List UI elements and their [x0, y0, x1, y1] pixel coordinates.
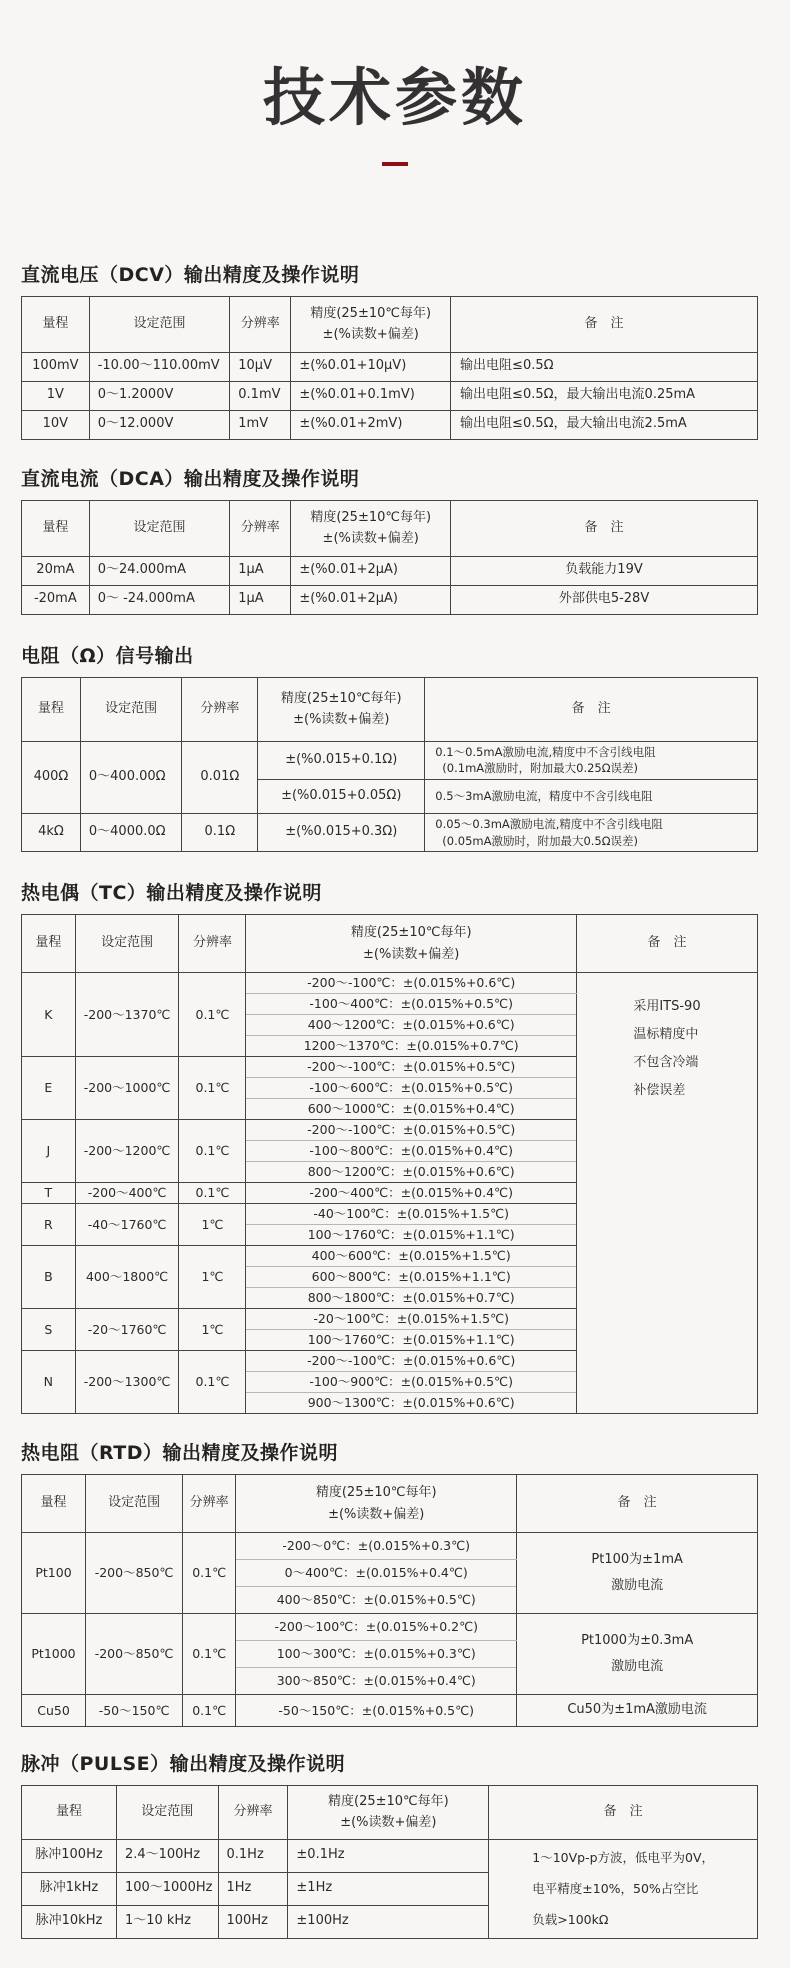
cell-resolution: 1Hz: [218, 1872, 288, 1905]
col-header: [291, 500, 451, 556]
remark-text: [532, 1842, 714, 1936]
cell-range: 10V: [22, 410, 90, 439]
cell-range: E: [22, 1057, 76, 1120]
remark-text: [435, 744, 655, 777]
cell-accuracy: 100～300℃：±(0.015%+0.3℃): [236, 1641, 517, 1668]
spec-table: [21, 1474, 758, 1727]
cell-set-range: -200～1300℃: [75, 1351, 179, 1414]
title-underline-dash: [382, 162, 408, 166]
remark-text: [633, 993, 700, 1105]
cell-set-range: -10.00～110.00mV: [89, 352, 230, 381]
cell-set-range: 0～1.2000V: [89, 381, 230, 410]
cell-range: R: [22, 1204, 76, 1246]
cell-resolution: 1℃: [179, 1309, 246, 1351]
cell-accuracy: -200～-100℃：±(0.015%+0.5℃): [246, 1057, 576, 1078]
cell-range: N: [22, 1351, 76, 1414]
cell-range: -20mA: [22, 585, 90, 614]
cell-set-range: 400～1800℃: [75, 1246, 179, 1309]
cell-accuracy: -50～150℃：±(0.015%+0.5℃): [236, 1695, 517, 1727]
remark-text: [567, 1697, 707, 1723]
remark-text: [460, 358, 554, 375]
remark-line: 0.5～3mA激励电流，精度中不含引线电阻: [435, 789, 653, 804]
col-header-line: ±(%读数+偏差): [322, 327, 419, 343]
cell-range: Cu50: [22, 1695, 86, 1727]
cell-range: 400Ω: [22, 741, 81, 813]
col-header: 量程: [22, 915, 76, 973]
cell-set-range: -50～150℃: [86, 1695, 183, 1727]
cell-remark: [425, 814, 758, 852]
cell-remark: [517, 1695, 758, 1727]
cell-accuracy: ±(%0.015+0.05Ω): [258, 780, 425, 814]
col-header: 量程: [22, 677, 81, 741]
section-heading: 热电偶（TC）输出精度及操作说明: [21, 882, 322, 905]
remark-text: [559, 591, 649, 608]
cell-remark: [451, 352, 758, 381]
cell-accuracy: 100～1760℃：±(0.015%+1.1℃): [246, 1330, 576, 1351]
cell-accuracy: 400～850℃：±(0.015%+0.5℃): [236, 1587, 517, 1614]
cell-accuracy: -100～900℃：±(0.015%+0.5℃): [246, 1372, 576, 1393]
col-header: 量程: [22, 296, 90, 352]
col-header: 量程: [22, 1475, 86, 1533]
cell-resolution: 0.01Ω: [182, 741, 258, 813]
col-header: 分辨率: [179, 915, 246, 973]
remark-line: 负载>100kΩ: [532, 1912, 609, 1928]
cell-set-range: 0～400.00Ω: [80, 741, 182, 813]
col-header-line: ±(%读数+偏差): [328, 1506, 425, 1522]
cell-accuracy: 800～1800℃：±(0.015%+0.7℃): [246, 1288, 576, 1309]
col-header: 设定范围: [116, 1785, 218, 1839]
section: [21, 641, 758, 853]
col-header: 设定范围: [89, 500, 230, 556]
spec-table: [21, 500, 758, 615]
cell-accuracy: ±(%0.01+2μA): [291, 556, 451, 585]
cell-set-range: -200～1200℃: [75, 1120, 179, 1183]
cell-resolution: 1℃: [179, 1246, 246, 1309]
cell-accuracy: ±(%0.01+0.1mV): [291, 381, 451, 410]
cell-range: 20mA: [22, 556, 90, 585]
cell-resolution: 0.1℃: [179, 1120, 246, 1183]
section: [21, 1749, 758, 1939]
remark-text: [581, 1628, 693, 1680]
cell-remark: [517, 1614, 758, 1695]
cell-accuracy: -200～-100℃：±(0.015%+0.6℃): [246, 1351, 576, 1372]
col-header-line: 精度(25±10℃每年): [280, 690, 402, 706]
cell-remark: [425, 741, 758, 779]
remark-line: 采用ITS-90: [633, 999, 701, 1015]
section: [21, 878, 758, 1414]
cell-set-range: 0～12.000V: [89, 410, 230, 439]
col-header: 设定范围: [89, 296, 230, 352]
cell-accuracy: ±(%0.015+0.1Ω): [258, 741, 425, 779]
cell-accuracy: -20～100℃：±(0.015%+1.5℃): [246, 1309, 576, 1330]
remark-line: 1～10Vp-p方波，低电平为0V，: [532, 1849, 715, 1865]
cell-range: Pt100: [22, 1533, 86, 1614]
col-header: 分辨率: [230, 296, 291, 352]
col-header: 备 注: [451, 296, 758, 352]
cell-accuracy: 900～1300℃：±(0.015%+0.6℃): [246, 1393, 576, 1414]
cell-accuracy: 600～1000℃：±(0.015%+0.4℃): [246, 1099, 576, 1120]
cell-resolution: 0.1mV: [230, 381, 291, 410]
col-header: 备 注: [489, 1785, 758, 1839]
cell-resolution: 1mV: [230, 410, 291, 439]
cell-accuracy: -200～400℃：±(0.015%+0.4℃): [246, 1183, 576, 1204]
col-header-line: 精度(25±10℃每年): [310, 305, 432, 321]
cell-range: 4kΩ: [22, 814, 81, 852]
cell-accuracy: -200～0℃：±(0.015%+0.3℃): [236, 1533, 517, 1560]
section-heading: 热电阻（RTD）输出精度及操作说明: [21, 1442, 339, 1465]
section: [21, 464, 758, 615]
cell-accuracy: 400～1200℃：±(0.015%+0.6℃): [246, 1015, 576, 1036]
cell-accuracy: 300～850℃：±(0.015%+0.4℃): [236, 1668, 517, 1695]
cell-accuracy: ±0.1Hz: [288, 1839, 489, 1872]
cell-resolution: 0.1Hz: [218, 1839, 288, 1872]
cell-range: 脉冲10kHz: [22, 1905, 117, 1938]
remark-line: Pt100为±1mA: [591, 1552, 683, 1568]
col-header-line: ±(%读数+偏差): [293, 712, 390, 728]
cell-range: T: [22, 1183, 76, 1204]
cell-accuracy: ±100Hz: [288, 1905, 489, 1938]
cell-remark: [451, 410, 758, 439]
col-header: 备 注: [425, 677, 758, 741]
col-header-line: ±(%读数+偏差): [322, 531, 419, 547]
remark-text: [435, 788, 652, 805]
remark-line: 输出电阻≤0.5Ω，最大输出电流0.25mA: [460, 386, 696, 402]
cell-resolution: 1μA: [230, 585, 291, 614]
cell-accuracy: ±(%0.01+2mV): [291, 410, 451, 439]
col-header: [288, 1785, 489, 1839]
spec-table: [21, 914, 758, 1414]
section-heading: 直流电流（DCA）输出精度及操作说明: [21, 467, 360, 490]
cell-accuracy: 100～1760℃：±(0.015%+1.1℃): [246, 1225, 576, 1246]
cell-accuracy: ±(%0.015+0.3Ω): [258, 814, 425, 852]
col-header: [258, 677, 425, 741]
cell-set-range: 0～ -24.000mA: [89, 585, 230, 614]
cell-remark: [489, 1839, 758, 1938]
remark-line: Cu50为±1mA激励电流: [567, 1702, 707, 1718]
section: [21, 260, 758, 440]
cell-remark: [425, 780, 758, 814]
cell-resolution: 10μV: [230, 352, 291, 381]
col-header: 量程: [22, 1785, 117, 1839]
remark-line: 激励电流: [611, 1659, 664, 1675]
col-header: 备 注: [576, 915, 757, 973]
col-header: [291, 296, 451, 352]
spec-table: [21, 677, 758, 853]
cell-range: B: [22, 1246, 76, 1309]
cell-accuracy: 1200～1370℃：±(0.015%+0.7℃): [246, 1036, 576, 1057]
col-header: 分辨率: [218, 1785, 288, 1839]
col-header: [246, 915, 576, 973]
remark-line: 温标精度中: [633, 1027, 699, 1043]
remark-text: [591, 1547, 682, 1599]
cell-set-range: -200～400℃: [75, 1183, 179, 1204]
col-header: 备 注: [451, 500, 758, 556]
cell-set-range: -40～1760℃: [75, 1204, 179, 1246]
remark-line: 0.1～0.5mA激励电流,精度中不含引线电阻: [435, 744, 656, 759]
cell-remark: [451, 381, 758, 410]
remark-line: (0.05mA激励时，附加最大0.5Ω误差): [442, 833, 639, 848]
page-title: 技术参数: [262, 61, 527, 134]
cell-remark: [517, 1533, 758, 1614]
col-header-line: 精度(25±10℃每年): [350, 925, 472, 941]
cell-accuracy: ±1Hz: [288, 1872, 489, 1905]
cell-set-range: 1～10 kHz: [116, 1905, 218, 1938]
col-header-line: 精度(25±10℃每年): [315, 1485, 437, 1501]
remark-text: [435, 816, 663, 849]
cell-accuracy: -100～400℃：±(0.015%+0.5℃): [246, 994, 576, 1015]
cell-accuracy: -200～-100℃：±(0.015%+0.6℃): [246, 973, 576, 994]
remark-line: 负载能力19V: [565, 561, 643, 577]
cell-accuracy: -100～600℃：±(0.015%+0.5℃): [246, 1078, 576, 1099]
cell-resolution: 100Hz: [218, 1905, 288, 1938]
col-header: [236, 1475, 517, 1533]
cell-remark: [451, 556, 758, 585]
cell-accuracy: -200～-100℃：±(0.015%+0.5℃): [246, 1120, 576, 1141]
remark-line: 补偿误差: [633, 1083, 686, 1099]
cell-set-range: 0～24.000mA: [89, 556, 230, 585]
cell-range: Pt1000: [22, 1614, 86, 1695]
cell-accuracy: -100～800℃：±(0.015%+0.4℃): [246, 1141, 576, 1162]
cell-resolution: 0.1Ω: [182, 814, 258, 852]
section-heading: 脉冲（PULSE）输出精度及操作说明: [21, 1752, 346, 1775]
remark-line: 电平精度±10%，50%占空比: [532, 1881, 699, 1897]
cell-accuracy: -40～100℃：±(0.015%+1.5℃): [246, 1204, 576, 1225]
remark-line: 0.05～0.3mA激励电流,精度中不含引线电阻: [435, 817, 663, 832]
cell-accuracy: ±(%0.01+10μV): [291, 352, 451, 381]
cell-range: K: [22, 973, 76, 1057]
remark-line: 输出电阻≤0.5Ω，最大输出电流2.5mA: [460, 415, 687, 431]
cell-set-range: -200～1000℃: [75, 1057, 179, 1120]
col-header: 设定范围: [75, 915, 179, 973]
col-header: 分辨率: [230, 500, 291, 556]
remark-line: 激励电流: [611, 1578, 664, 1594]
cell-resolution: 0.1℃: [183, 1533, 236, 1614]
cell-accuracy: 400～600℃：±(0.015%+1.5℃): [246, 1246, 576, 1267]
cell-set-range: -20～1760℃: [75, 1309, 179, 1351]
cell-accuracy: 600～800℃：±(0.015%+1.1℃): [246, 1267, 576, 1288]
col-header-line: 精度(25±10℃每年): [328, 1793, 449, 1809]
cell-accuracy: -200～100℃：±(0.015%+0.2℃): [236, 1614, 517, 1641]
remark-line: 输出电阻≤0.5Ω: [460, 357, 554, 373]
col-header: 量程: [22, 500, 90, 556]
section-heading: 电阻（Ω）信号输出: [21, 644, 194, 667]
cell-set-range: -200～850℃: [86, 1533, 183, 1614]
cell-set-range: -200～850℃: [86, 1614, 183, 1695]
cell-resolution: 1μA: [230, 556, 291, 585]
remark-line: 不包含冷端: [633, 1055, 699, 1071]
col-header: 分辨率: [183, 1475, 236, 1533]
col-header: 设定范围: [80, 677, 182, 741]
spec-table: [21, 1785, 758, 1939]
cell-range: S: [22, 1309, 76, 1351]
remark-text: [565, 562, 642, 579]
cell-accuracy: 0～400℃：±(0.015%+0.4℃): [236, 1560, 517, 1587]
cell-resolution: 0.1℃: [179, 973, 246, 1057]
section-heading: 直流电压（DCV）输出精度及操作说明: [21, 263, 360, 286]
cell-resolution: 0.1℃: [183, 1695, 236, 1727]
spec-table: [21, 296, 758, 440]
col-header: 分辨率: [182, 677, 258, 741]
remark-text: [460, 416, 687, 433]
cell-resolution: 0.1℃: [179, 1351, 246, 1414]
col-header-line: ±(%读数+偏差): [340, 1815, 437, 1831]
col-header: 设定范围: [86, 1475, 183, 1533]
cell-remark: [576, 973, 757, 1414]
remark-line: Pt1000为±0.3mA: [581, 1633, 694, 1649]
cell-set-range: 100～1000Hz: [116, 1872, 218, 1905]
cell-range: 1V: [22, 381, 90, 410]
cell-resolution: 1℃: [179, 1204, 246, 1246]
cell-range: J: [22, 1120, 76, 1183]
cell-range: 100mV: [22, 352, 90, 381]
remark-line: (0.1mA激励时，附加最大0.25Ω误差): [442, 761, 639, 776]
cell-set-range: 0～4000.0Ω: [80, 814, 182, 852]
col-header-line: 精度(25±10℃每年): [310, 509, 432, 525]
cell-accuracy: 800～1200℃：±(0.015%+0.6℃): [246, 1162, 576, 1183]
cell-set-range: 2.4～100Hz: [116, 1839, 218, 1872]
cell-range: 脉冲1kHz: [22, 1872, 117, 1905]
cell-resolution: 0.1℃: [183, 1614, 236, 1695]
cell-resolution: 0.1℃: [179, 1057, 246, 1120]
section: [21, 1438, 758, 1727]
cell-remark: [451, 585, 758, 614]
remark-text: [460, 387, 695, 404]
cell-set-range: -200～1370℃: [75, 973, 179, 1057]
spec-sections: [0, 260, 790, 1939]
title-block: [0, 0, 790, 166]
cell-accuracy: ±(%0.01+2μA): [291, 585, 451, 614]
cell-resolution: 0.1℃: [179, 1183, 246, 1204]
cell-range: 脉冲100Hz: [22, 1839, 117, 1872]
col-header-line: ±(%读数+偏差): [363, 946, 460, 962]
col-header: 备 注: [517, 1475, 758, 1533]
remark-line: 外部供电5-28V: [558, 590, 650, 606]
